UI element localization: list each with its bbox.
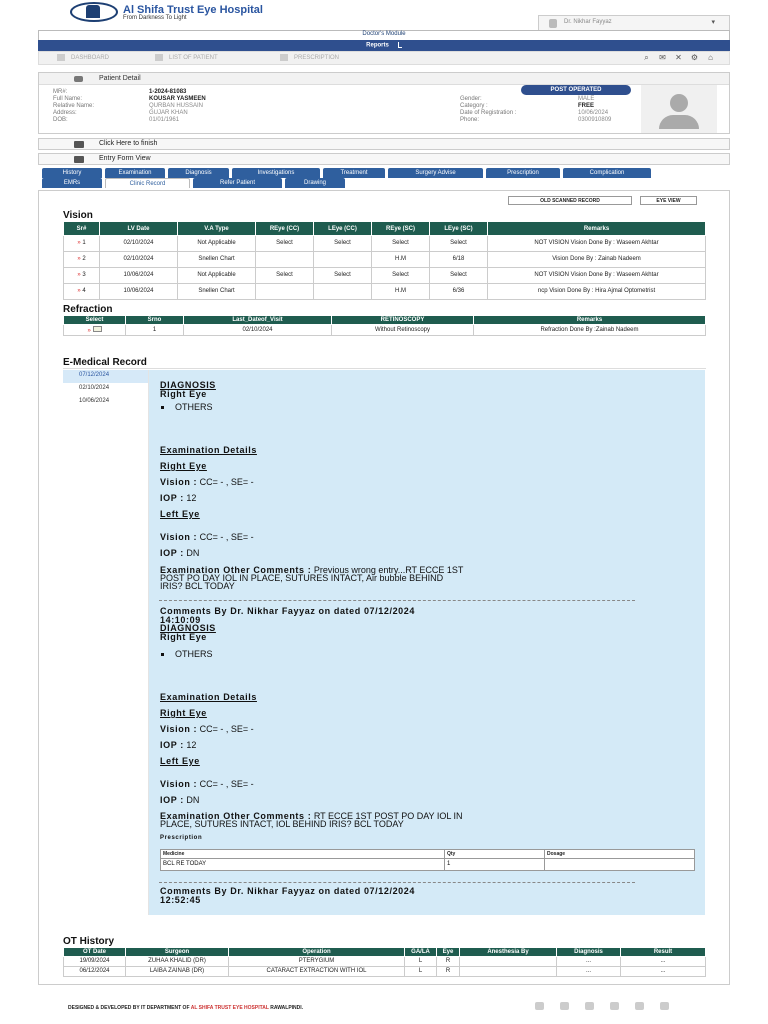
vision-cell: Select bbox=[430, 236, 488, 252]
user-name: Dr. Nikhar Fayyaz bbox=[564, 19, 612, 25]
vision-cell: 10/06/2024 bbox=[100, 268, 178, 284]
entry-form-view[interactable] bbox=[38, 153, 730, 165]
vision-cell: Snellen Chart bbox=[178, 284, 256, 300]
phone-value: 0300910809 bbox=[578, 117, 612, 123]
mr-value: 1-2024-81083 bbox=[149, 89, 187, 95]
refraction-col-retinoscopy: RETINOSCOPY bbox=[332, 316, 474, 325]
user-dropdown[interactable] bbox=[538, 15, 730, 31]
ot-col-anesthesia: Anesthesia By bbox=[460, 948, 557, 957]
tab-complication[interactable]: Complication bbox=[563, 168, 651, 178]
other-comments-label: Examination Other Comments : bbox=[160, 811, 312, 821]
mail-icon[interactable]: ✉ bbox=[659, 53, 666, 62]
iop-label: IOP : bbox=[160, 740, 184, 750]
comments-time: 12:52:45 bbox=[160, 895, 201, 905]
table-row[interactable] bbox=[64, 325, 706, 336]
table-row[interactable] bbox=[64, 268, 706, 284]
rx-cell bbox=[545, 859, 695, 871]
footer-org: AL SHIFA TRUST EYE HOSPITAL bbox=[190, 1005, 269, 1011]
relative-value: QURBAN HUSSAIN bbox=[149, 103, 204, 109]
patient-avatar bbox=[641, 85, 717, 133]
mail-icon[interactable] bbox=[610, 1002, 619, 1010]
flag-icon bbox=[74, 141, 84, 148]
name-value: KOUSAR YASMEEN bbox=[149, 96, 206, 102]
emr-date-item[interactable]: 10/06/2024 bbox=[79, 398, 110, 404]
click-to-finish-label: Click Here to finish bbox=[99, 140, 158, 147]
ot-col-result: Result bbox=[621, 948, 706, 957]
refraction-col-remarks: Remarks bbox=[474, 316, 706, 325]
vision-cell: Vision Done By : Zainab Nadeem bbox=[488, 252, 706, 268]
ot-cell: ... bbox=[621, 957, 706, 967]
ot-cell: ... bbox=[557, 957, 621, 967]
iop-value: DN bbox=[186, 548, 200, 558]
tab-treatment[interactable]: Treatment bbox=[323, 168, 385, 178]
other-comments-text: IRIS? BCL TODAY bbox=[160, 581, 235, 591]
patient-detail-panel bbox=[38, 72, 730, 134]
home-icon[interactable] bbox=[660, 1002, 669, 1010]
edit-icon[interactable] bbox=[93, 326, 102, 332]
vision-label: Vision : bbox=[160, 724, 198, 734]
ot-cell bbox=[460, 957, 557, 967]
vision-value: CC= - , SE= - bbox=[199, 779, 254, 789]
table-row bbox=[161, 859, 695, 871]
emr-date-item[interactable]: 02/10/2024 bbox=[79, 385, 110, 391]
ot-cell: R bbox=[437, 957, 460, 967]
toolbar-prescription-label: PRESCRIPTION bbox=[294, 55, 340, 62]
vision-col-leye-sc: LEye (SC) bbox=[430, 222, 488, 236]
module-title: Doctor's Module bbox=[38, 30, 730, 40]
category-value: FREE bbox=[578, 103, 595, 109]
patient-detail-header bbox=[39, 73, 729, 85]
vision-label: Vision : bbox=[160, 477, 198, 487]
tab-refer-patient[interactable]: Refer Patient bbox=[193, 178, 282, 188]
tab-drawing[interactable]: Drawing bbox=[285, 178, 345, 188]
refraction-title: Refraction bbox=[63, 304, 113, 315]
toolbar bbox=[38, 51, 730, 65]
ot-col-date: OT Date bbox=[64, 948, 126, 957]
other-comments-text: RT ECCE 1ST POST PO DAY IOL IN bbox=[313, 811, 463, 821]
eye-view-button[interactable]: EYE VIEW bbox=[640, 196, 697, 205]
tab-emrs[interactable]: EMRs bbox=[42, 178, 102, 188]
exam-details-heading: Examination Details bbox=[160, 692, 257, 702]
tabs-row-1 bbox=[42, 168, 651, 178]
ot-history-title: OT History bbox=[63, 936, 115, 947]
click-to-finish[interactable] bbox=[38, 138, 730, 150]
right-eye-label: Right Eye bbox=[160, 389, 207, 399]
relative-label: Relative Name: bbox=[53, 103, 95, 109]
ot-col-eye: Eye bbox=[437, 948, 460, 957]
form-icon bbox=[74, 156, 84, 163]
ot-history-table bbox=[63, 947, 706, 977]
iop-label: IOP : bbox=[160, 493, 184, 503]
vision-cell: H.M bbox=[372, 252, 430, 268]
vision-sr: » 3 bbox=[64, 268, 100, 284]
vision-sr: » 1 bbox=[64, 236, 100, 252]
left-eye-label: Left Eye bbox=[160, 509, 200, 519]
toolbar-prescription[interactable] bbox=[280, 54, 339, 61]
vision-label: Vision : bbox=[160, 779, 198, 789]
vision-cell: Select bbox=[372, 268, 430, 284]
chevron-down-icon: ▾ bbox=[711, 19, 715, 26]
vision-col-va-type: V.A Type bbox=[178, 222, 256, 236]
vision-cell: Select bbox=[372, 236, 430, 252]
vision-cell: 02/10/2024 bbox=[100, 252, 178, 268]
ot-col-operation: Operation bbox=[229, 948, 405, 957]
rx-cell: BCL RE TODAY bbox=[161, 859, 445, 871]
exam-details-heading: Examination Details bbox=[160, 445, 257, 455]
ot-cell: 19/09/2024 bbox=[64, 957, 126, 967]
ot-cell: L bbox=[405, 957, 437, 967]
vision-cell: Select bbox=[314, 236, 372, 252]
refraction-cell: Without Retinoscopy bbox=[332, 325, 474, 336]
right-eye-label: Right Eye bbox=[160, 632, 207, 642]
database-icon[interactable] bbox=[560, 1002, 569, 1010]
vision-col-reye-cc: REye (CC) bbox=[256, 222, 314, 236]
nav-reports[interactable] bbox=[38, 40, 730, 51]
vision-cell: NOT VISION Vision Done By : Waseem Akhtar bbox=[488, 268, 706, 284]
comments-time: 14:10:09 bbox=[160, 615, 201, 625]
exam-right-eye-label: Right Eye bbox=[160, 708, 207, 718]
diagnosis-heading: DIAGNOSIS bbox=[160, 380, 216, 390]
iop-value: 12 bbox=[186, 740, 197, 750]
exam-right-eye-label: Right Eye bbox=[160, 461, 207, 471]
vision-cell: 02/10/2024 bbox=[100, 236, 178, 252]
iop-label: IOP : bbox=[160, 795, 184, 805]
vision-title: Vision bbox=[63, 210, 93, 221]
left-eye-label: Left Eye bbox=[160, 756, 200, 766]
vision-col-remarks: Remarks bbox=[488, 222, 706, 236]
toolbar-list-label: LIST OF PATIENT bbox=[169, 55, 218, 62]
tab-diagnosis[interactable]: Diagnosis bbox=[168, 168, 229, 178]
vision-label: Vision : bbox=[160, 532, 198, 542]
other-comments-text: Previous wrong entry...RT ECCE 1ST bbox=[313, 565, 464, 575]
ot-cell: ZUHAA KHALID (DR) bbox=[126, 957, 229, 967]
vision-cell bbox=[256, 284, 314, 300]
nav-reports-label: Reports bbox=[366, 42, 389, 49]
vision-cell: H.M bbox=[372, 284, 430, 300]
status-badge: POST OPERATED bbox=[521, 85, 631, 95]
diagnosis-value: OTHERS bbox=[175, 402, 213, 412]
registration-label: Date of Registration : bbox=[460, 110, 517, 116]
clinic-record-content bbox=[38, 190, 730, 985]
row-arrow-icon: » bbox=[77, 272, 83, 278]
table-row[interactable] bbox=[64, 967, 706, 977]
toolbar-dashboard-label: DASHBOARD bbox=[71, 55, 110, 62]
vision-col-reye-sc: REye (SC) bbox=[372, 222, 430, 236]
emr-title: E-Medical Record bbox=[63, 357, 706, 369]
iop-value: DN bbox=[186, 795, 200, 805]
dob-label: DOB: bbox=[53, 117, 68, 123]
refraction-table bbox=[63, 315, 706, 336]
vision-cell: Select bbox=[256, 268, 314, 284]
ot-cell: 06/12/2024 bbox=[64, 967, 126, 977]
refraction-cell: 1 bbox=[126, 325, 184, 336]
footer-icons bbox=[535, 1002, 669, 1010]
vision-col-lv-date: LV Date bbox=[100, 222, 178, 236]
tab-clinic-record[interactable]: Clinic Record bbox=[105, 178, 190, 188]
flag-icon[interactable] bbox=[535, 1002, 544, 1010]
rx-col-medicine: Medicine bbox=[161, 850, 445, 859]
diagnosis-value: OTHERS bbox=[175, 649, 213, 659]
address-label: Address: bbox=[53, 110, 77, 116]
registration-value: 10/06/2024 bbox=[578, 110, 609, 116]
table-row[interactable] bbox=[64, 284, 706, 300]
dashboard-icon bbox=[57, 54, 65, 61]
refraction-col-srno: Srno bbox=[126, 316, 184, 325]
ot-cell: PTERYGIUM bbox=[229, 957, 405, 967]
tab-investigations[interactable]: Investigations bbox=[232, 168, 320, 178]
rx-col-dosage: Dosage bbox=[545, 850, 695, 859]
tab-history[interactable]: History bbox=[42, 168, 102, 178]
ot-cell: LAIBA ZAINAB (DR) bbox=[126, 967, 229, 977]
table-row[interactable] bbox=[64, 957, 706, 967]
dob-value: 01/01/1961 bbox=[149, 117, 180, 123]
gender-value: MALE bbox=[578, 96, 595, 102]
nav-reports-icon bbox=[398, 42, 402, 48]
ot-cell: R bbox=[437, 967, 460, 977]
ot-cell bbox=[460, 967, 557, 977]
vision-cell: NOT VISION Vision Done By : Waseem Akhtar bbox=[488, 236, 706, 252]
name-label: Full Name: bbox=[53, 96, 83, 102]
tabs-row-2 bbox=[42, 178, 345, 188]
vision-cell bbox=[314, 252, 372, 268]
vision-col-sr: Sr# bbox=[64, 222, 100, 236]
emr-date-list bbox=[63, 370, 149, 915]
comments-by: Comments By Dr. Nikhar Fayyaz on dated 07/12/2024 bbox=[160, 886, 415, 896]
other-comments-text: POST PO DAY IOL IN PLACE, SUTURES INTACT, Air bubble BEHIND bbox=[160, 573, 444, 583]
bullet-icon bbox=[161, 406, 164, 409]
prescription-label: Prescription bbox=[160, 835, 203, 841]
phone-label: Phone: bbox=[460, 117, 480, 123]
patient-detail-title: Patient Detail bbox=[99, 75, 141, 82]
vision-cell: Not Applicable bbox=[178, 268, 256, 284]
other-comments-text: PLACE, SUTURES INTACT, IOL BEHIND IRIS? BCL TODAY bbox=[160, 819, 404, 829]
vision-cell: 6/36 bbox=[430, 284, 488, 300]
user-icon bbox=[549, 19, 557, 28]
old-scanned-record-button[interactable]: OLD SCANNED RECORD bbox=[508, 196, 632, 205]
folder-icon[interactable] bbox=[585, 1002, 594, 1010]
row-arrow-icon: » bbox=[77, 288, 83, 294]
emr-date-item[interactable]: 07/12/2024 bbox=[63, 370, 148, 383]
vision-table bbox=[63, 221, 706, 300]
ot-col-surgeon: Surgeon bbox=[126, 948, 229, 957]
vision-cell: 10/06/2024 bbox=[100, 284, 178, 300]
hospital-logo bbox=[70, 2, 118, 22]
hospital-tagline: From Darkness To Light bbox=[123, 15, 187, 21]
refraction-cell: Refraction Done By :Zainab Nadeem bbox=[474, 325, 706, 336]
diagnosis-heading: DIAGNOSIS bbox=[160, 623, 216, 633]
table-row[interactable] bbox=[64, 252, 706, 268]
search-icon[interactable]: ⌕ bbox=[644, 53, 649, 62]
vision-sr: » 4 bbox=[64, 284, 100, 300]
vision-value: CC= - , SE= - bbox=[199, 532, 254, 542]
vision-cell bbox=[314, 284, 372, 300]
bullet-icon bbox=[161, 653, 164, 656]
entry-form-view-label: Entry Form View bbox=[99, 155, 151, 162]
refraction-select[interactable] bbox=[64, 325, 126, 336]
footer-credit: DESIGNED & DEVELOPED BY IT DEPARTMENT OF AL SHIFA TRUST EYE HOSPITAL RAWALPINDI. bbox=[68, 1005, 304, 1011]
row-arrow-icon: » bbox=[77, 240, 83, 246]
vision-cell: ncp Vision Done By : Hira Ajmal Optometrist bbox=[488, 284, 706, 300]
refraction-col-select: Select bbox=[64, 316, 126, 325]
vision-col-leye-cc: LEye (CC) bbox=[314, 222, 372, 236]
toolbar-dashboard[interactable] bbox=[57, 54, 109, 61]
hospital-name: Al Shifa Trust Eye Hospital bbox=[123, 4, 263, 16]
gender-label: Gender: bbox=[460, 96, 482, 102]
divider bbox=[159, 600, 635, 601]
row-arrow-icon: » bbox=[77, 256, 83, 262]
tab-examination[interactable]: Examination bbox=[105, 168, 165, 178]
ot-cell: ... bbox=[621, 967, 706, 977]
tab-prescription[interactable]: Prescription bbox=[486, 168, 560, 178]
row-arrow-icon: » bbox=[87, 327, 91, 334]
rx-cell: 1 bbox=[445, 859, 545, 871]
close-icon[interactable]: ✕ bbox=[675, 53, 682, 62]
ot-cell: CATARACT EXTRACTION WITH IOL bbox=[229, 967, 405, 977]
mr-label: MR#: bbox=[53, 89, 68, 95]
refraction-cell: 02/10/2024 bbox=[184, 325, 332, 336]
list-icon bbox=[155, 54, 163, 61]
prescription-icon bbox=[280, 54, 288, 61]
vision-cell: Select bbox=[256, 236, 314, 252]
vision-cell: Snellen Chart bbox=[178, 252, 256, 268]
settings-icon[interactable] bbox=[635, 1002, 644, 1010]
category-label: Category : bbox=[460, 103, 488, 109]
vision-cell: 6/18 bbox=[430, 252, 488, 268]
ot-col-diagnosis: Diagnosis bbox=[557, 948, 621, 957]
vision-cell: Select bbox=[314, 268, 372, 284]
settings-icon[interactable]: ⚙ bbox=[690, 53, 699, 62]
vision-cell: Not Applicable bbox=[178, 236, 256, 252]
iop-value: 12 bbox=[186, 493, 197, 503]
ot-cell: L bbox=[405, 967, 437, 977]
refraction-col-date: Last_Dateof_Visit bbox=[184, 316, 332, 325]
emr-record-body bbox=[149, 370, 705, 915]
vision-value: CC= - , SE= - bbox=[199, 477, 254, 487]
ot-col-ga-la: GA/LA bbox=[405, 948, 437, 957]
toolbar-list-of-patient[interactable] bbox=[155, 54, 218, 61]
tab-surgery-advise[interactable]: Surgery Advise bbox=[388, 168, 483, 178]
ot-cell: ... bbox=[557, 967, 621, 977]
prescription-table bbox=[160, 849, 695, 871]
comments-by: Comments By Dr. Nikhar Fayyaz on dated 07/12/2024 bbox=[160, 606, 415, 616]
table-row[interactable] bbox=[64, 236, 706, 252]
home-icon[interactable]: ⌂ bbox=[708, 53, 713, 62]
user-icon bbox=[74, 76, 83, 82]
vision-sr: » 2 bbox=[64, 252, 100, 268]
rx-col-qty: Qty bbox=[445, 850, 545, 859]
vision-cell bbox=[256, 252, 314, 268]
vision-cell: Select bbox=[430, 268, 488, 284]
divider bbox=[159, 882, 635, 883]
address-value: GUJAR KHAN bbox=[149, 110, 188, 116]
other-comments-label: Examination Other Comments : bbox=[160, 565, 312, 575]
iop-label: IOP : bbox=[160, 548, 184, 558]
vision-value: CC= - , SE= - bbox=[199, 724, 254, 734]
